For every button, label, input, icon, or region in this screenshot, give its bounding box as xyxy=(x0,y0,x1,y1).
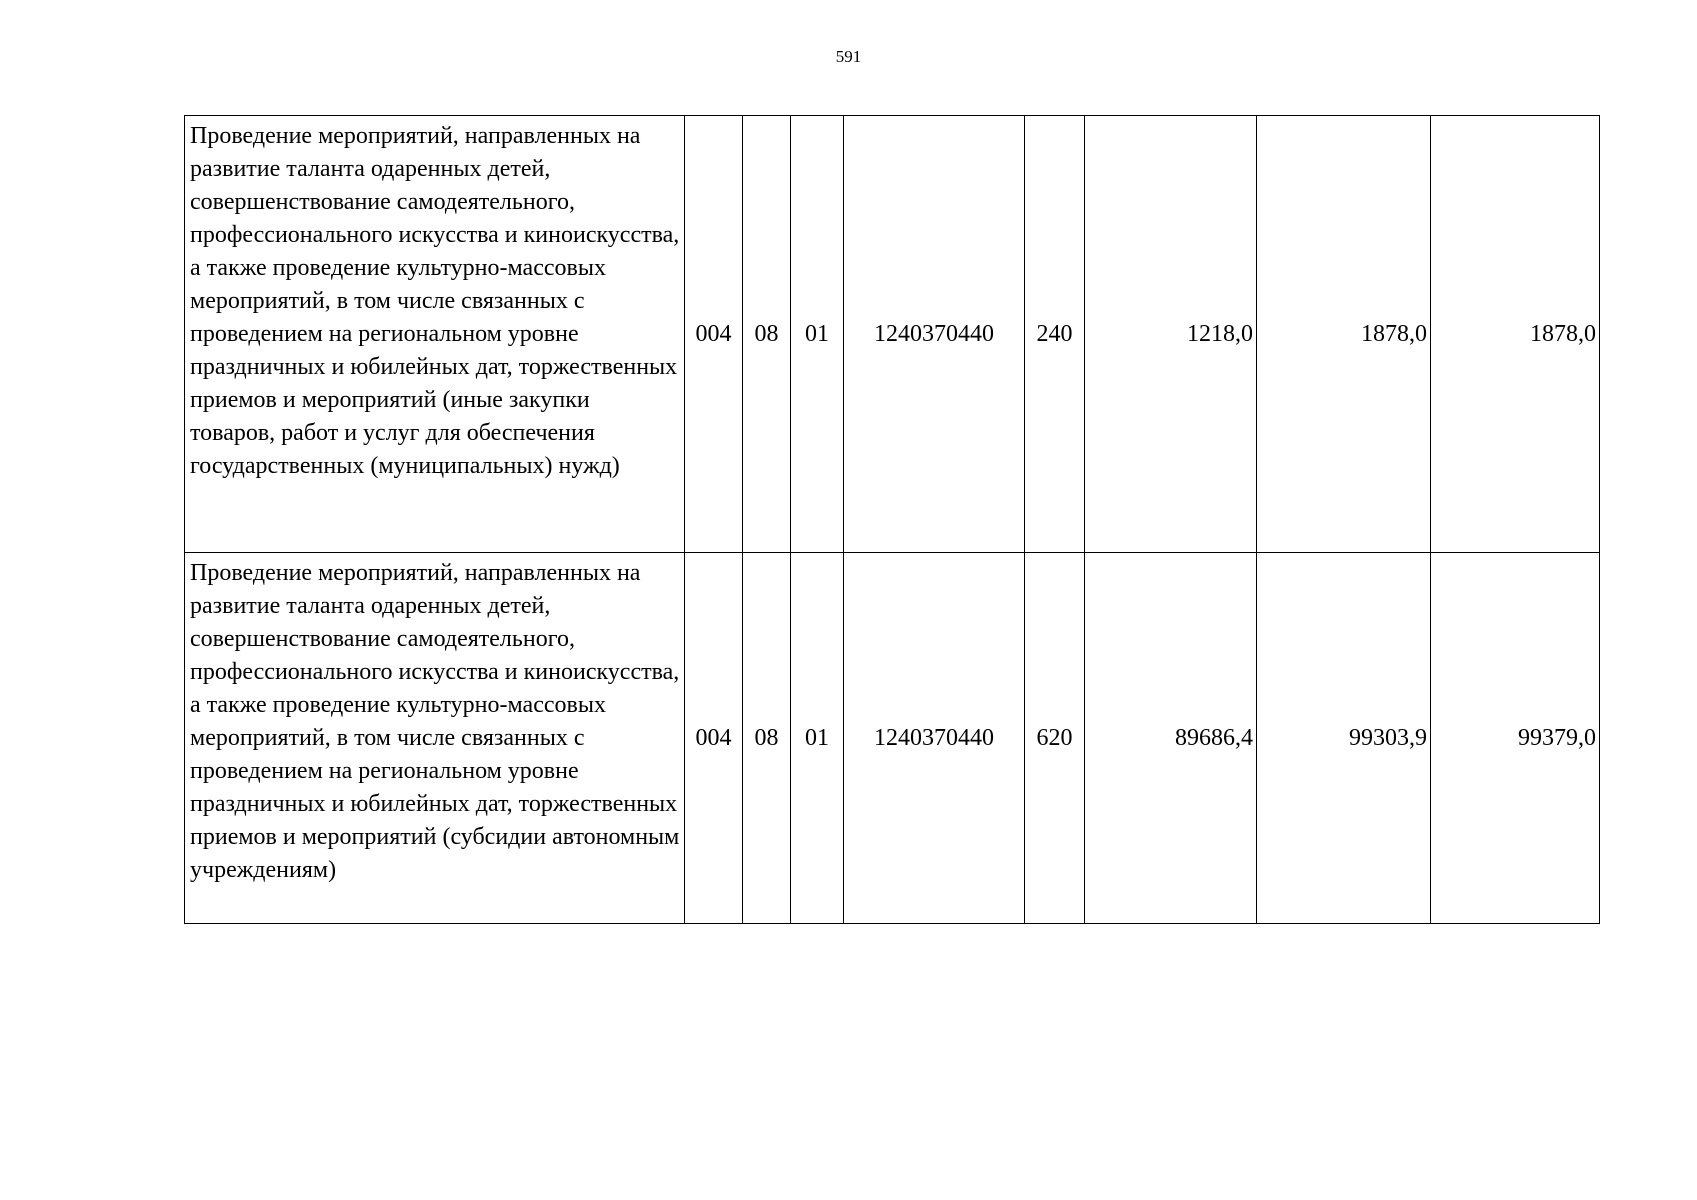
expense-type-code: 620 xyxy=(1025,553,1085,924)
expense-type-code: 240 xyxy=(1025,116,1085,553)
target-article-code: 1240370440 xyxy=(844,116,1025,553)
amount-year-1: 1218,0 xyxy=(1085,116,1257,553)
section-code: 08 xyxy=(743,553,791,924)
section-code: 08 xyxy=(743,116,791,553)
target-article-code: 1240370440 xyxy=(844,553,1025,924)
budget-table xyxy=(184,115,1600,924)
amount-year-2: 1878,0 xyxy=(1257,116,1431,553)
ministry-code: 004 xyxy=(685,553,743,924)
amount-year-3: 1878,0 xyxy=(1431,116,1600,553)
page-number: 591 xyxy=(835,47,862,66)
amount-year-2: 99303,9 xyxy=(1257,553,1431,924)
subsection-code: 01 xyxy=(791,116,844,553)
subsection-code: 01 xyxy=(791,553,844,924)
table-row xyxy=(185,116,1600,553)
amount-year-3: 99379,0 xyxy=(1431,553,1600,924)
table-row xyxy=(185,553,1600,924)
amount-year-1: 89686,4 xyxy=(1085,553,1257,924)
ministry-code: 004 xyxy=(685,116,743,553)
row-description: Проведение мероприятий, направленных на развитие таланта одаренных детей, совершенствование самодеятельного, профессионального искусства и киноискусства, а также проведение культурно-массовых мероприятий, в том числе связанных с проведением на региональном уровне праздничных и юбилейных дат, торжественных приемов и мероприятий (иные закупки товаров, работ и услуг для обеспечения государственных (муниципальных) нужд) xyxy=(185,116,685,553)
row-description: Проведение мероприятий, направленных на развитие таланта одаренных детей, совершенствование самодеятельного, профессионального искусства и киноискусства, а также проведение культурно-массовых мероприятий, в том числе связанных с проведением на региональном уровне праздничных и юбилейных дат, торжественных приемов и мероприятий (субсидии автономным учреждениям) xyxy=(185,553,685,924)
